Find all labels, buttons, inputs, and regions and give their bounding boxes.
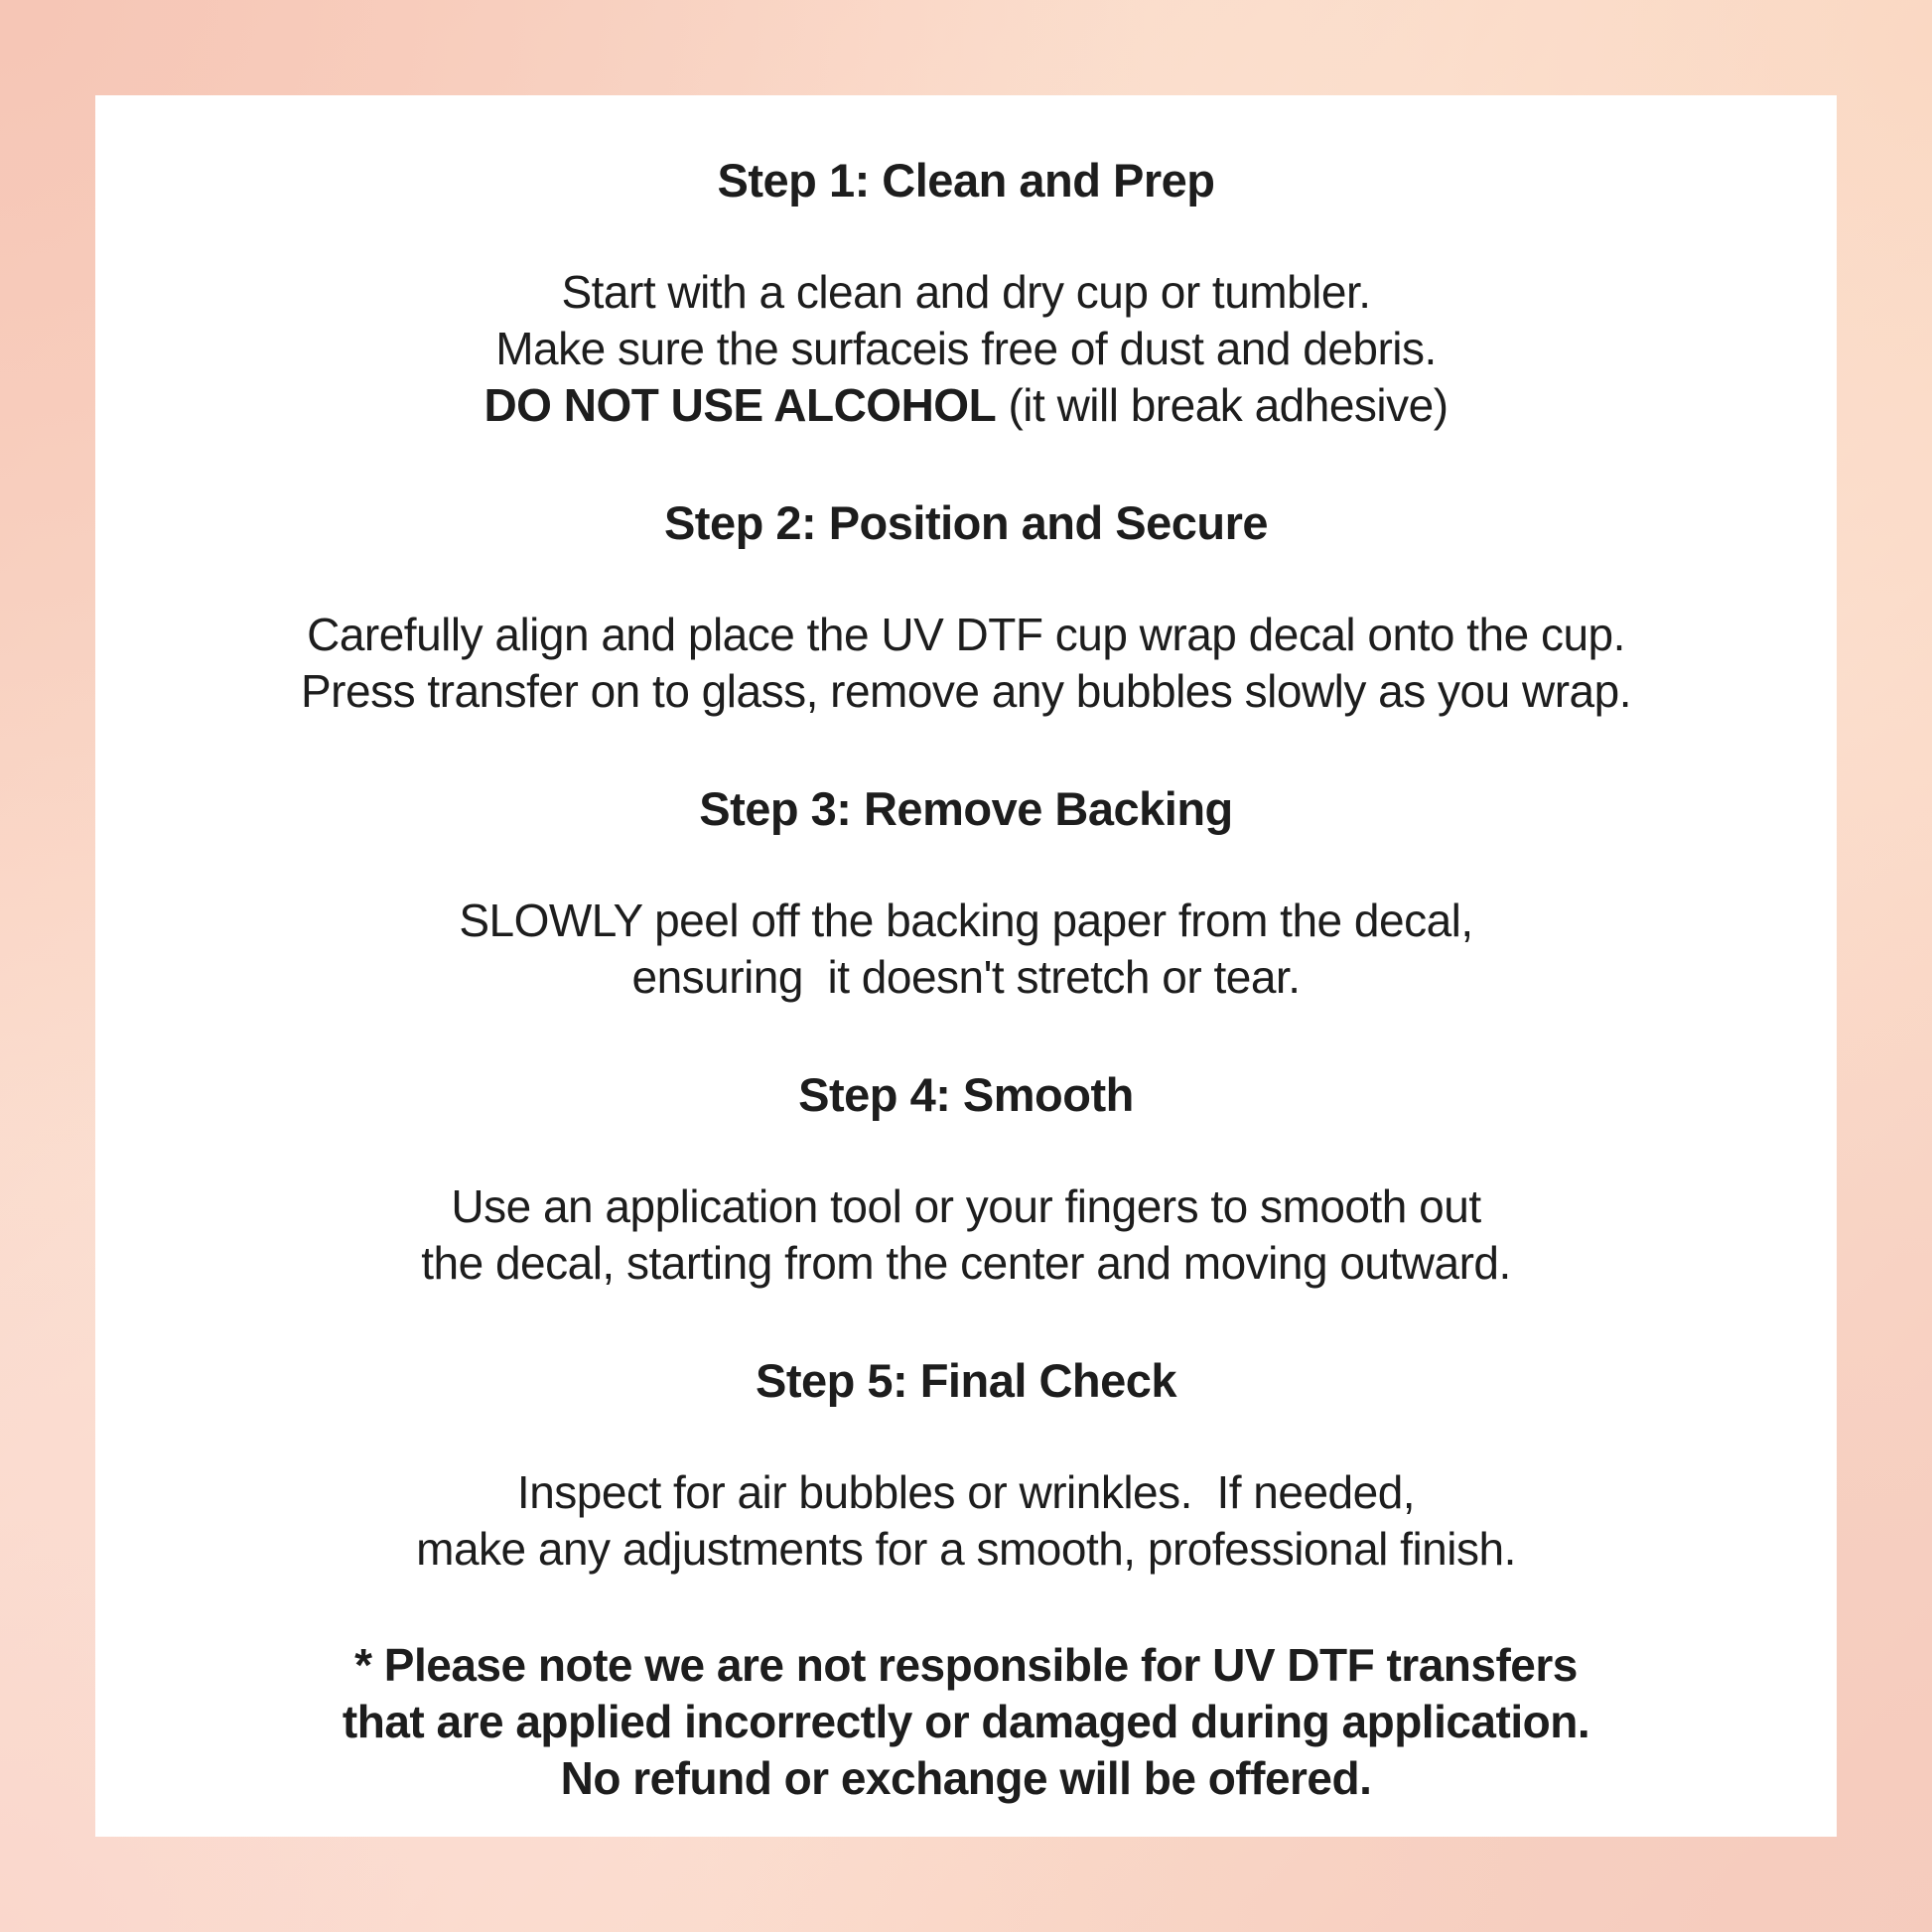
disclaimer-line-1: * Please note we are not responsible for UV DTF transfers [354, 1639, 1578, 1691]
step-5-heading: Step 5: Final Check [755, 1354, 1177, 1407]
section-step-4 [95, 1065, 1837, 1292]
step-4-line-1: Use an application tool or your fingers to smooth out [451, 1180, 1481, 1232]
disclaimer-note [95, 1637, 1837, 1807]
step-4-heading: Step 4: Smooth [798, 1068, 1134, 1121]
disclaimer-line-2: that are applied incorrectly or damaged during application. [342, 1696, 1590, 1747]
step-4-line-2: the decal, starting from the center and moving outward. [421, 1237, 1511, 1289]
step-2-heading: Step 2: Position and Secure [663, 496, 1269, 549]
step-2-line-2: Press transfer on to glass, remove any bubbles slowly as you wrap. [301, 665, 1631, 717]
step-5-line-1: Inspect for air bubbles or wrinkles. If needed, [516, 1466, 1416, 1518]
step-3-line-1: SLOWLY peel off the backing paper from the decal, [459, 895, 1473, 946]
instruction-card [95, 95, 1837, 1837]
step-3-heading: Step 3: Remove Backing [699, 782, 1233, 835]
step-1-line-1: Start with a clean and dry cup or tumbler. [561, 266, 1371, 318]
alcohol-warning-rest: (it will break adhesive) [996, 379, 1449, 431]
section-step-3 [95, 779, 1837, 1006]
step-1-line-2: Make sure the surfaceis free of dust and debris. [495, 323, 1437, 374]
step-3-line-2: ensuring it doesn't stretch or tear. [631, 951, 1301, 1003]
section-step-5 [95, 1351, 1837, 1578]
section-step-2 [95, 493, 1837, 720]
disclaimer-line-3: No refund or exchange will be offered. [560, 1752, 1372, 1804]
section-step-1 [95, 151, 1837, 434]
step-2-line-1: Carefully align and place the UV DTF cup wrap decal onto the cup. [307, 609, 1625, 660]
step-1-line-3 [95, 377, 1837, 434]
step-1-heading: Step 1: Clean and Prep [717, 154, 1215, 207]
alcohol-warning-bold: DO NOT USE ALCOHOL [483, 379, 997, 431]
step-5-line-2: make any adjustments for a smooth, professional finish. [416, 1523, 1516, 1575]
